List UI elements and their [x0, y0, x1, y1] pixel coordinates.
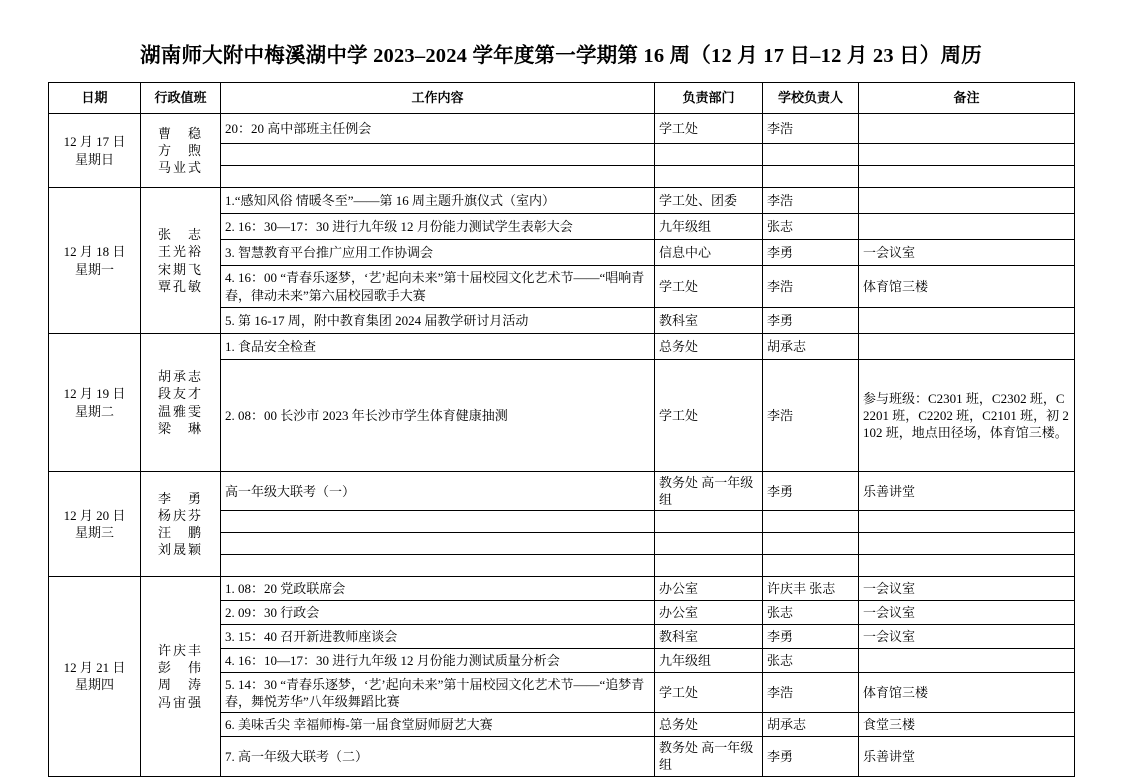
duty-person: 周 涛 — [157, 677, 203, 693]
duty-cell — [141, 334, 221, 472]
school-leader-cell: 胡承志 — [763, 334, 859, 360]
school-leader-cell: 李勇 — [763, 737, 859, 776]
responsible-department-cell — [655, 555, 763, 577]
date-cell — [49, 577, 141, 776]
work-content-cell: 1. 食品安全检查 — [221, 334, 655, 360]
responsible-department-cell: 学工处 — [655, 360, 763, 472]
work-content-cell: 20：20 高中部班主任例会 — [221, 114, 655, 144]
duty-cell — [141, 577, 221, 776]
column-header-duty: 行政值班 — [141, 83, 221, 114]
school-leader-cell — [763, 555, 859, 577]
school-leader-cell: 李浩 — [763, 188, 859, 214]
work-content-cell — [221, 166, 655, 188]
duty-person: 胡承志 — [157, 369, 203, 385]
date-cell — [49, 472, 141, 577]
duty-person: 刘晟颖 — [157, 542, 203, 558]
remark-cell — [859, 308, 1075, 334]
remark-cell — [859, 555, 1075, 577]
responsible-department-cell: 学工处 — [655, 673, 763, 713]
remark-cell — [859, 533, 1075, 555]
school-leader-cell: 李浩 — [763, 360, 859, 472]
date-value: 12 月 19 日 — [63, 386, 126, 402]
responsible-department-cell — [655, 511, 763, 533]
responsible-department-cell: 办公室 — [655, 577, 763, 601]
school-leader-cell: 李勇 — [763, 625, 859, 649]
responsible-department-cell — [655, 533, 763, 555]
duty-person: 王光裕 — [157, 244, 203, 260]
work-content-cell: 5. 14：30 “青春乐逐梦，‘艺’起向未来”第十届校园文化艺术节——“追梦青春，舞悦芳华”八年级舞蹈比赛 — [221, 673, 655, 713]
remark-cell: 乐善讲堂 — [859, 472, 1075, 511]
remark-cell: 体育馆三楼 — [859, 673, 1075, 713]
work-content-cell: 4. 16：00 “青春乐逐梦，‘艺’起向未来”第十届校园文化艺术节——“唱响青春，律动未来”第六届校园歌手大赛 — [221, 266, 655, 308]
school-leader-cell — [763, 144, 859, 166]
column-header-date: 日期 — [49, 83, 141, 114]
work-content-cell: 2. 08：00 长沙市 2023 年长沙市学生体育健康抽测 — [221, 360, 655, 472]
responsible-department-cell: 学工处 — [655, 114, 763, 144]
work-content-cell: 3. 15：40 召开新进教师座谈会 — [221, 625, 655, 649]
responsible-department-cell — [655, 144, 763, 166]
work-content-cell: 5. 第 16-17 周，附中教育集团 2024 届教学研讨月活动 — [221, 308, 655, 334]
duty-cell — [141, 114, 221, 188]
remark-cell: 一会议室 — [859, 240, 1075, 266]
date-value: 12 月 17 日 — [63, 134, 126, 150]
remark-cell — [859, 649, 1075, 673]
duty-person: 冯宙强 — [157, 694, 203, 710]
table-row — [49, 334, 1075, 360]
duty-person: 张 志 — [157, 227, 203, 243]
weekday-value: 星期一 — [74, 261, 114, 277]
responsible-department-cell: 教务处 高一年级组 — [655, 737, 763, 776]
responsible-department-cell: 总务处 — [655, 713, 763, 737]
remark-cell — [859, 214, 1075, 240]
duty-person: 段友才 — [157, 386, 203, 402]
page-title: 湖南师大附中梅溪湖中学 2023–2024 学年度第一学期第 16 周（12 月 17 日–12 月 23 日）周历 — [140, 45, 982, 67]
work-content-cell: 高一年级大联考（一） — [221, 472, 655, 511]
responsible-department-cell: 学工处 — [655, 266, 763, 308]
table-header — [49, 83, 1075, 114]
remark-cell — [859, 166, 1075, 188]
school-leader-cell: 张志 — [763, 601, 859, 625]
remark-cell — [859, 188, 1075, 214]
duty-person: 曹 稳 — [157, 125, 203, 141]
responsible-department-cell: 信息中心 — [655, 240, 763, 266]
weekday-value: 星期日 — [74, 151, 114, 167]
weekday-value: 星期二 — [74, 403, 114, 419]
duty-person: 覃孔敏 — [157, 278, 203, 294]
work-content-cell — [221, 511, 655, 533]
remark-cell: 一会议室 — [859, 601, 1075, 625]
remark-cell: 一会议室 — [859, 577, 1075, 601]
weekly-schedule-table — [48, 82, 1075, 777]
duty-person: 彭 伟 — [157, 660, 203, 676]
date-value: 12 月 20 日 — [63, 508, 126, 523]
duty-person: 宋期飞 — [157, 261, 203, 277]
work-content-cell: 1.“感知风俗 情暖冬至”——第 16 周主题升旗仪式（室内） — [221, 188, 655, 214]
weekday-value: 星期四 — [74, 677, 114, 693]
school-leader-cell: 李浩 — [763, 673, 859, 713]
duty-person: 汪 鹏 — [157, 525, 203, 541]
table-row — [49, 188, 1075, 214]
work-content-cell: 4. 16：10—17：30 进行九年级 12 月份能力测试质量分析会 — [221, 649, 655, 673]
school-leader-cell: 张志 — [763, 214, 859, 240]
date-value: 12 月 21 日 — [63, 660, 126, 676]
work-content-cell — [221, 533, 655, 555]
remark-cell — [859, 114, 1075, 144]
school-leader-cell: 李浩 — [763, 266, 859, 308]
responsible-department-cell: 九年级组 — [655, 214, 763, 240]
responsible-department-cell: 教务处 高一年级组 — [655, 472, 763, 511]
column-header-content: 工作内容 — [221, 83, 655, 114]
table-body — [49, 114, 1075, 777]
work-content-cell: 2. 09：30 行政会 — [221, 601, 655, 625]
responsible-department-cell: 办公室 — [655, 601, 763, 625]
work-content-cell: 1. 08：20 党政联席会 — [221, 577, 655, 601]
school-leader-cell: 胡承志 — [763, 713, 859, 737]
column-header-remark: 备注 — [859, 83, 1075, 114]
remark-cell: 体育馆三楼 — [859, 266, 1075, 308]
school-leader-cell — [763, 533, 859, 555]
school-leader-cell: 张志 — [763, 649, 859, 673]
column-header-leader: 学校负责人 — [763, 83, 859, 114]
responsible-department-cell: 总务处 — [655, 334, 763, 360]
date-cell — [49, 334, 141, 472]
remark-cell — [859, 144, 1075, 166]
work-content-cell: 7. 高一年级大联考（二） — [221, 737, 655, 776]
duty-person: 方 煦 — [157, 142, 203, 158]
date-cell — [49, 188, 141, 334]
school-leader-cell — [763, 511, 859, 533]
work-content-cell — [221, 555, 655, 577]
responsible-department-cell: 教科室 — [655, 308, 763, 334]
duty-person: 马业式 — [157, 160, 203, 176]
date-value: 12 月 18 日 — [63, 244, 126, 260]
school-leader-cell — [763, 166, 859, 188]
remark-cell: 食堂三楼 — [859, 713, 1075, 737]
school-leader-cell: 李勇 — [763, 472, 859, 511]
duty-person: 李 勇 — [157, 490, 203, 506]
work-content-cell: 3. 智慧教育平台推广应用工作协调会 — [221, 240, 655, 266]
duty-cell — [141, 472, 221, 577]
duty-person: 杨庆芬 — [157, 508, 203, 523]
school-leader-cell: 李勇 — [763, 308, 859, 334]
remark-cell — [859, 334, 1075, 360]
duty-person: 温雅雯 — [157, 403, 203, 419]
duty-cell — [141, 188, 221, 334]
school-leader-cell: 许庆丰 张志 — [763, 577, 859, 601]
duty-person: 许庆丰 — [157, 643, 203, 659]
duty-person: 梁 琳 — [157, 420, 203, 436]
work-content-cell — [221, 144, 655, 166]
remark-cell: 参与班级：C2301 班，C2302 班，C2201 班，C2202 班，C2101 班，初 2102 班，地点田径场，体育馆三楼。 — [859, 360, 1075, 472]
table-row — [49, 114, 1075, 144]
column-header-dept: 负责部门 — [655, 83, 763, 114]
table-header-row — [49, 83, 1075, 114]
responsible-department-cell — [655, 166, 763, 188]
school-leader-cell: 李勇 — [763, 240, 859, 266]
remark-cell — [859, 511, 1075, 533]
responsible-department-cell: 学工处、团委 — [655, 188, 763, 214]
table-row — [49, 577, 1075, 601]
responsible-department-cell: 九年级组 — [655, 649, 763, 673]
weekday-value: 星期三 — [74, 525, 114, 541]
remark-cell: 乐善讲堂 — [859, 737, 1075, 776]
table-row — [49, 472, 1075, 511]
school-leader-cell: 李浩 — [763, 114, 859, 144]
responsible-department-cell: 教科室 — [655, 625, 763, 649]
date-cell — [49, 114, 141, 188]
work-content-cell: 2. 16：30—17：30 进行九年级 12 月份能力测试学生表彰大会 — [221, 214, 655, 240]
remark-cell: 一会议室 — [859, 625, 1075, 649]
work-content-cell: 6. 美味舌尖 幸福师梅-第一届食堂厨师厨艺大赛 — [221, 713, 655, 737]
